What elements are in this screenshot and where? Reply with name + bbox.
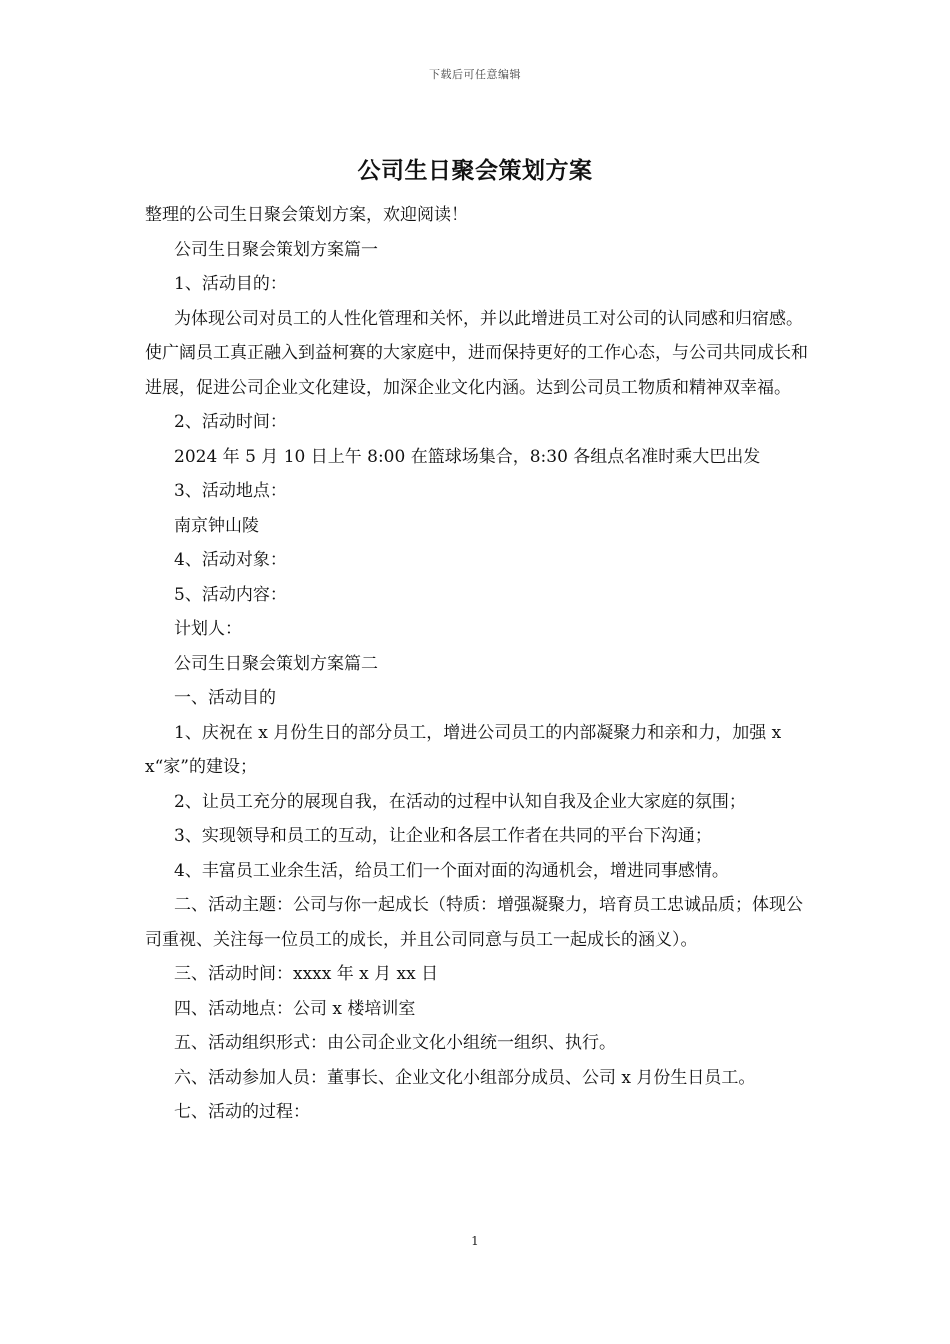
paragraph-text: 六、活动参加人员：董事长、企业文化小组部分成员、公司 x 月份生日员工。 — [174, 1067, 756, 1088]
paragraph-item: 七、活动的过程： — [174, 1102, 310, 1122]
paragraph-section-heading: 公司生日聚会策划方案篇二 — [174, 653, 378, 674]
paragraph-text: 1、庆祝在 x 月份生日的部分员工，增进公司员工的内部凝聚力和亲和力，加强 xx“家”的建设； — [145, 722, 782, 777]
paragraph-text: 2、让员工充分的展现自我，在活动的过程中认知自我及企业大家庭的氛围； — [174, 791, 746, 812]
paragraph-text: 三、活动时间：xxxx 年 x 月 xx 日 — [174, 964, 439, 984]
paragraph-text: 南京钟山陵 — [174, 515, 259, 536]
paragraph-item: 3、活动地点： — [174, 481, 287, 501]
header-note: 下载后可任意编辑 — [429, 68, 521, 81]
page-number: 1 — [471, 1234, 479, 1248]
paragraph-text: 为体现公司对员工的人性化管理和关怀，并以此增进员工对公司的认同感和归宿感。使广阔员工真正融入到益柯赛的大家庭中，进而保持更好的工作心态，与公司共同成长和进展，促进公司企业文化建设，加深企业文化内涵。达到公司员工物质和精神双幸福。 — [145, 308, 808, 398]
paragraph-text: 3、实现领导和员工的互动，让企业和各层工作者在共同的平台下沟通； — [174, 826, 712, 846]
paragraph-text: 2024 年 5 月 10 日上午 8:00 在篮球场集合，8:30 各组点名准时乘大巴出发 — [174, 446, 761, 467]
paragraph-intro: 整理的公司生日聚会策划方案，欢迎阅读！ — [145, 205, 468, 225]
paragraph-text: 计划人： — [174, 619, 242, 639]
document-title: 公司生日聚会策划方案 — [357, 157, 593, 184]
paragraph-text: 二、活动主题：公司与你一起成长（特质：增强凝聚力，培育员工忠诚品质；体现公司重视、关注每一位员工的成长，并且公司同意与员工一起成长的涵义）。 — [145, 895, 803, 950]
paragraph-item: 2、活动时间： — [174, 412, 287, 432]
paragraph-text: 五、活动组织形式：由公司企业文化小组统一组织、执行。 — [174, 1033, 616, 1053]
paragraph-text: 四、活动地点：公司 x 楼培训室 — [174, 998, 416, 1019]
paragraph-text: 4、丰富员工业余生活，给员工们一个面对面的沟通机会，增进同事感情。 — [174, 860, 729, 881]
paragraph-item: 一、活动目的 — [174, 688, 276, 708]
paragraph-section-heading: 公司生日聚会策划方案篇一 — [174, 239, 378, 260]
paragraph-item: 4、活动对象： — [174, 550, 287, 570]
paragraph-item: 1、活动目的： — [174, 274, 287, 294]
document-body — [145, 198, 815, 1130]
paragraph-item: 5、活动内容： — [174, 584, 287, 605]
